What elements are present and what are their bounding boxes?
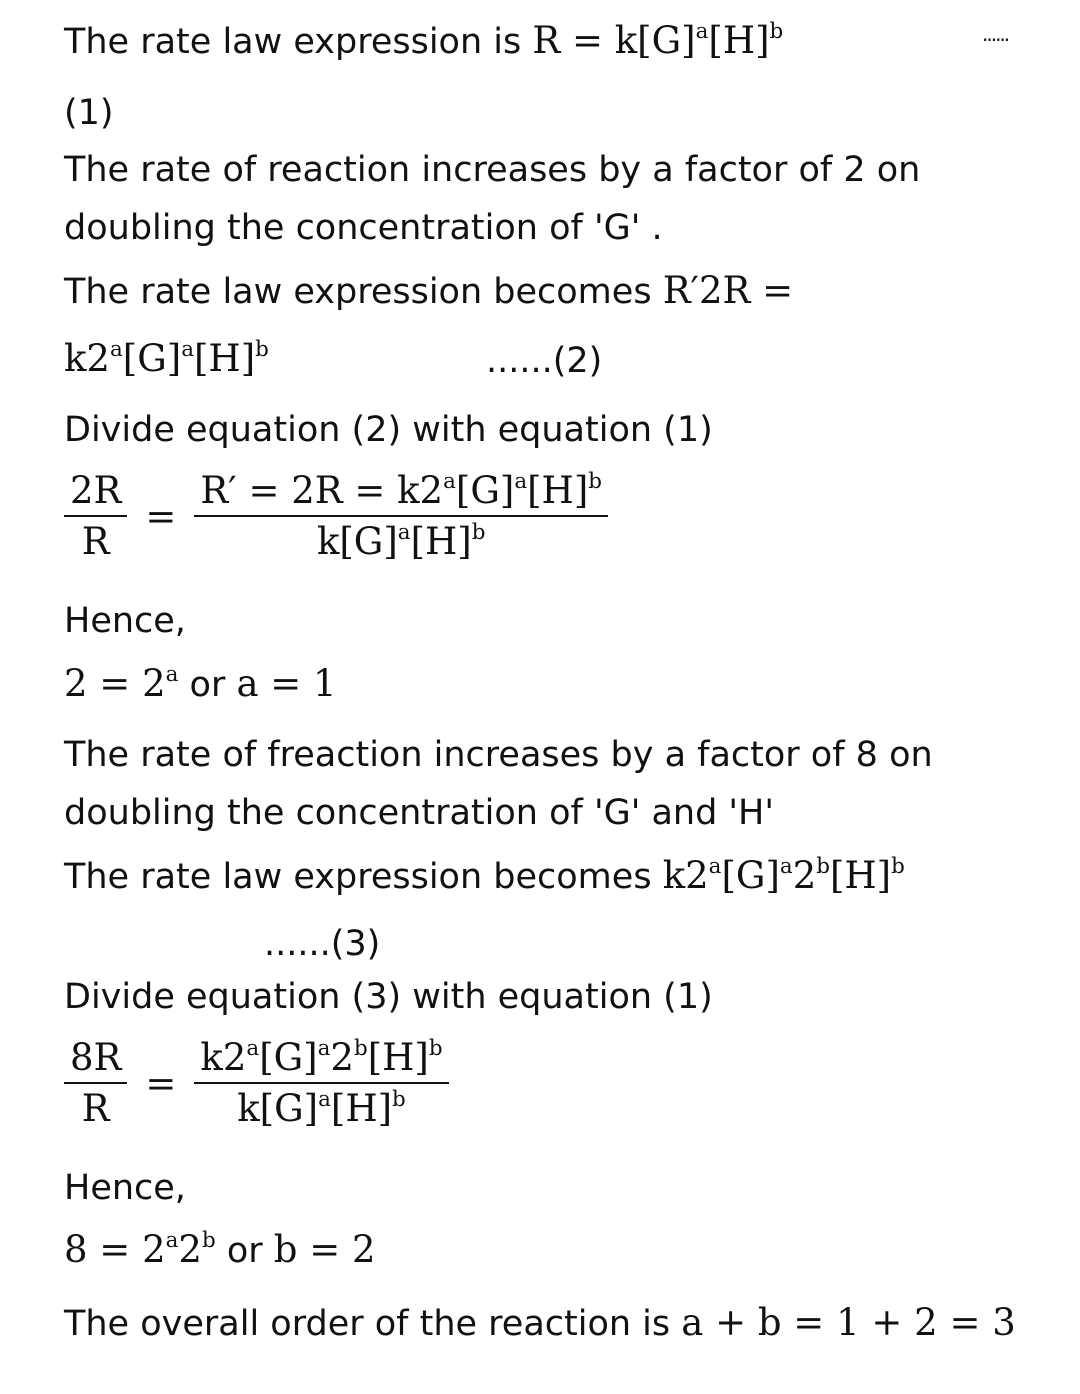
equation-dots: ...... (982, 22, 1009, 46)
hence-label-1: Hence, (64, 601, 186, 641)
statement-factor-2: The rate of reaction increases by a factor of 2 on (64, 150, 921, 190)
equation-tag-3: ......(3) (264, 924, 381, 964)
statement-doubling-g-h: doubling the concentration of 'G' and 'H' (64, 793, 774, 833)
fraction-left: $\frac{2R}{R}$ (64, 472, 127, 562)
divide-instruction-2: Divide equation (3) with equation (1) (64, 977, 713, 1017)
fraction-equation-2 (64, 1035, 449, 1130)
fraction-right: $\frac{k2^a[G]^a2^b[H]^b}{k[G]^a[H]^b}$ (194, 1039, 448, 1129)
fraction-equation-1 (64, 468, 608, 563)
equation-tag-2: ......(2) (486, 341, 603, 381)
rate-law-becomes-line-2: The rate law expression becomes $k2^a[G]^a2^b[H]^b$ (64, 853, 905, 897)
equation-number-1: (1) (64, 93, 114, 133)
fraction-right: $\frac{R' = 2R = k2^a[G]^a[H]^b}{k[G]^a[H]^b}$ (194, 472, 608, 562)
hence-label-2: Hence, (64, 1168, 186, 1208)
fraction-left: $\frac{8R}{R}$ (64, 1039, 127, 1129)
overall-order-line: The overall order of the reaction is a + b = 1 + 2 = 3 (64, 1301, 1016, 1344)
divide-instruction-1: Divide equation (2) with equation (1) (64, 410, 713, 450)
result-b: $8 = 2^a2^b$ or b = 2 (64, 1227, 376, 1271)
result-a: $2 = 2^a$ or a = 1 (64, 661, 337, 705)
equals-sign: = (145, 495, 177, 539)
equation-2: $k2^a[G]^a[H]^b$ (64, 336, 269, 380)
rate-law-formula: $R = k[G]^a[H]^b$ (532, 18, 784, 62)
equals-sign: = (145, 1062, 177, 1106)
statement-factor-8: The rate of freaction increases by a factor of 8 on (64, 735, 933, 775)
rate-law-becomes-line: The rate law expression becomes R′2R = (64, 269, 794, 312)
statement-doubling-g: doubling the concentration of 'G' . (64, 208, 663, 248)
rate-law-line: The rate law expression is $R = k[G]^a[H]^b$ (64, 18, 784, 62)
